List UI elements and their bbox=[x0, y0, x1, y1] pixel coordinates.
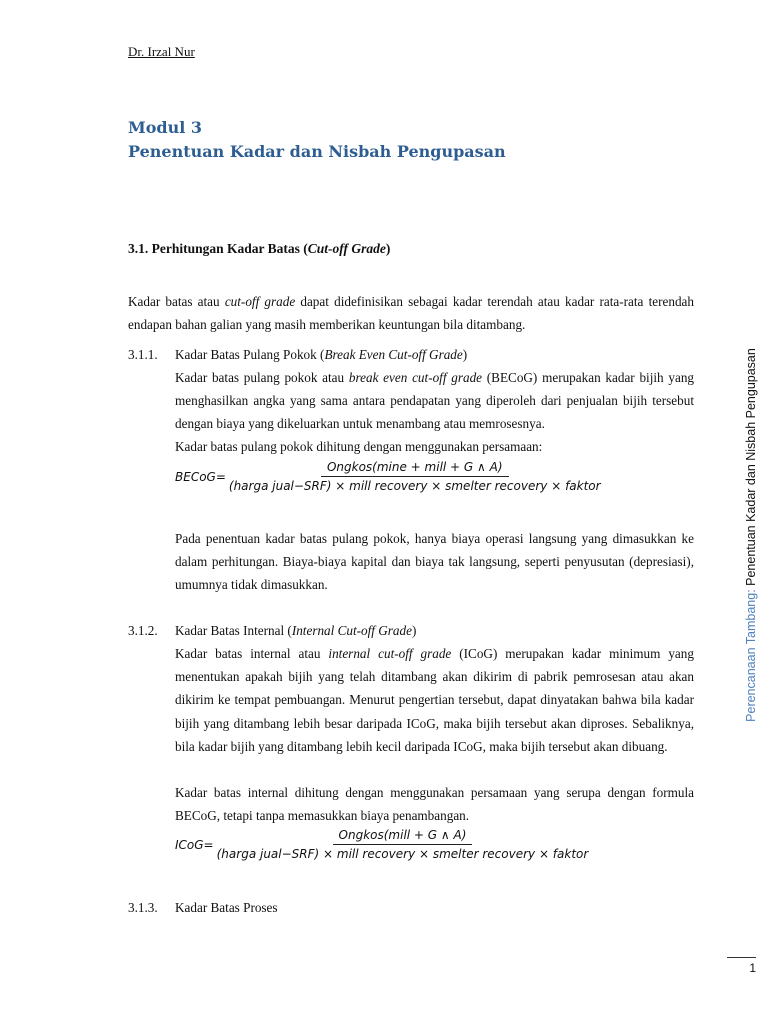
subsection-title-end: ) bbox=[411, 623, 417, 638]
side-header-label: Perencanaan Tambang: bbox=[744, 589, 758, 722]
header-author: Dr. Irzal Nur bbox=[128, 44, 195, 59]
module-title-block bbox=[128, 116, 506, 164]
side-running-header-text bbox=[741, 340, 761, 730]
icog-equation-intro: Kadar batas internal dihitung dengan menggunakan persamaan yang serupa dengan formula BECoG, tetapi tanpa memasukkan biaya penambangan. bbox=[175, 785, 694, 824]
subsection-heading-1 bbox=[128, 343, 694, 366]
module-subtitle: Penentuan Kadar dan Nisbah Pengupasan bbox=[128, 142, 506, 161]
subsection-title-italic: Break Even Cut-off Grade bbox=[324, 347, 463, 362]
formula-numerator: Ongkos⁡(mill + G ∧ A) bbox=[333, 828, 473, 845]
side-running-header bbox=[741, 340, 761, 730]
subsection-heading-3 bbox=[128, 896, 694, 919]
formula-denominator: (harga jual−SRF) × mill recovery × smelter recovery × faktor bbox=[228, 479, 601, 493]
formula-fraction bbox=[217, 828, 589, 861]
subsection-title: Kadar Batas Proses bbox=[175, 900, 278, 915]
formula-fraction bbox=[229, 460, 601, 493]
subsection-number: 3.1.2. bbox=[128, 623, 158, 638]
becog-text-italic: break even cut-off grade bbox=[348, 370, 483, 385]
icog-text-a: Kadar batas internal atau bbox=[175, 646, 329, 661]
icog-formula bbox=[175, 828, 588, 861]
icog-text-italic: internal cut-off grade bbox=[328, 646, 452, 661]
becog-equation-intro: Kadar batas pulang pokok dihitung dengan menggunakan persamaan: bbox=[175, 439, 543, 454]
side-header-title: Penentuan Kadar dan Nisbah Pengupasan bbox=[744, 348, 758, 590]
becog-text-a: Kadar batas pulang pokok atau bbox=[175, 370, 349, 385]
intro-text-italic: cut-off grade bbox=[224, 294, 296, 309]
subsection-title: Kadar Batas Internal ( bbox=[175, 623, 292, 638]
formula-numerator: Ongkos⁡(mine + mill + G ∧ A) bbox=[321, 460, 509, 477]
subsection-title-italic: Internal Cut-off Grade bbox=[291, 623, 412, 638]
formula-lhs: ICoG= bbox=[175, 837, 214, 852]
section-heading bbox=[128, 241, 390, 257]
subsection-title-end: ) bbox=[462, 347, 468, 362]
page-number-rule bbox=[727, 957, 756, 958]
subsection-number: 3.1.3. bbox=[128, 900, 158, 915]
becog-definition bbox=[175, 366, 694, 436]
subsection-heading-2 bbox=[128, 619, 694, 642]
page-number: 1 bbox=[749, 961, 756, 975]
formula-denominator: (harga jual−SRF) × mill recovery × smelter recovery × faktor bbox=[216, 847, 589, 861]
section-heading-suffix: ) bbox=[385, 241, 391, 256]
subsection-number: 3.1.1. bbox=[128, 347, 158, 362]
intro-text-a: Kadar batas atau bbox=[128, 294, 225, 309]
formula-lhs: BECoG= bbox=[175, 469, 226, 484]
section-heading-text: 3.1. Perhitungan Kadar Batas ( bbox=[128, 241, 308, 256]
module-number: Modul 3 bbox=[128, 118, 202, 137]
subsection-title: Kadar Batas Pulang Pokok ( bbox=[175, 347, 325, 362]
intro-paragraph bbox=[128, 290, 694, 336]
becog-note-paragraph: Pada penentuan kadar batas pulang pokok, hanya biaya operasi langsung yang dimasukkan ke dalam perhitungan. Biaya-biaya kapital dan biaya tak langsung, seperti penyusutan (depresiasi), umumnya tidak dimasukkan. bbox=[175, 531, 694, 593]
becog-formula bbox=[175, 460, 601, 493]
intro-text-b: dapat didefinisikan sebagai kadar terendah atau kadar rata-rata terendah endapan bahan galian yang masih memberikan keuntungan bila ditambang. bbox=[128, 294, 694, 333]
section-heading-italic: Cut-off Grade bbox=[307, 241, 386, 256]
icog-definition bbox=[175, 642, 694, 758]
icog-text-b: (ICoG) merupakan kadar minimum yang menentukan apakah bijih yang telah ditambang akan dikirim di pabrik pemrosesan atau akan dikirim ke tempat pembuangan. Menurut pengertian tersebut, dapat dinyatakan bahwa bila kadar bijih yang ditambang lebih besar daripada ICoG, maka bijih tersebut akan diproses. Sebaliknya, bila kadar bijih yang ditambang lebih kecil daripada ICoG, maka bijih tersebut akan dibuang. bbox=[175, 646, 694, 754]
becog-text-b: (BECoG) merupakan kadar bijih yang menghasilkan angka yang sama antara pendapatan yang diperoleh dari penjualan bijih tersebut dengan biaya yang dikeluarkan untuk menambang atau memrosesnya. bbox=[175, 370, 695, 432]
